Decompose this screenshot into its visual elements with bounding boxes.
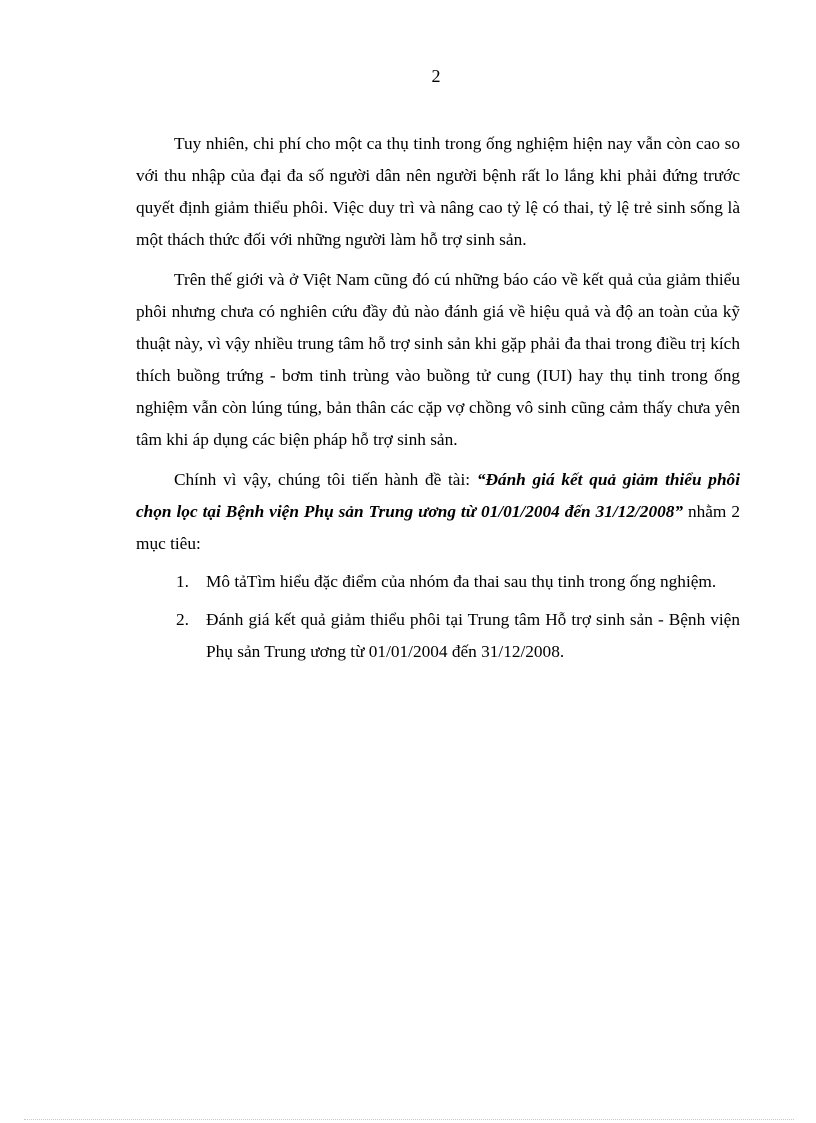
- page-bottom-divider: [24, 1119, 794, 1120]
- list-item: [136, 604, 740, 668]
- list-item: [136, 566, 740, 598]
- paragraph-research-gap: Trên thế giới và ở Việt Nam cũng đó cú những báo cáo về kết quả của giảm thiểu phôi nhưng chưa có nghiên cứu đầy đủ nào đánh giá về hiệu quả và độ an toàn của kỹ thuật này, vì vậy nhiều trung tâm hỗ trợ sinh sản khi gặp phải đa thai trong điều trị kích thích buồng trứng - bơm tinh trùng vào buồng tử cung (IUI) hay thụ tinh trong ống nghiệm vẫn còn lúng túng, bản thân các cặp vợ chồng vô sinh cũng cảm thấy chưa yên tâm khi áp dụng các biện pháp hỗ trợ sinh sản.: [136, 270, 740, 449]
- paragraph-objective-intro: [136, 464, 740, 560]
- list-item-text: Đánh giá kết quả giảm thiểu phôi tại Trung tâm Hỗ trợ sinh sản - Bệnh viện Phụ sản Trung ương từ 01/01/2004 đến 31/12/2008.: [206, 610, 740, 661]
- document-body: [136, 128, 740, 674]
- list-item-number: 2.: [176, 610, 189, 629]
- paragraph-cost: Tuy nhiên, chi phí cho một ca thụ tinh trong ống nghiệm hiện nay vẫn còn cao so với thu nhập của đại đa số người dân nên người bệnh rất lo lắng khi phải đứng trước quyết định giảm thiểu phôi. Việc duy trì và nâng cao tỷ lệ có thai, tỷ lệ trẻ sinh sống là một thách thức đối với những người làm hỗ trợ sinh sản.: [136, 134, 740, 249]
- list-item-number: 1.: [176, 572, 189, 591]
- objective-lead-text: Chính vì vậy, chúng tôi tiến hành đề tài:: [174, 470, 477, 489]
- study-title: “Đánh giá kết quả giảm thiểu phôi chọn lọc tại Bệnh viện Phụ sản Trung ương từ 01/01/2004 đến 31/12/2008”: [136, 470, 740, 521]
- objective-tail-text: nhằm 2 mục tiêu:: [136, 502, 740, 553]
- objectives-list: [136, 566, 740, 668]
- list-item-text: Mô tảTìm hiểu đặc điểm của nhóm đa thai sau thụ tinh trong ống nghiệm.: [206, 572, 717, 591]
- page-number: 2: [431, 66, 441, 86]
